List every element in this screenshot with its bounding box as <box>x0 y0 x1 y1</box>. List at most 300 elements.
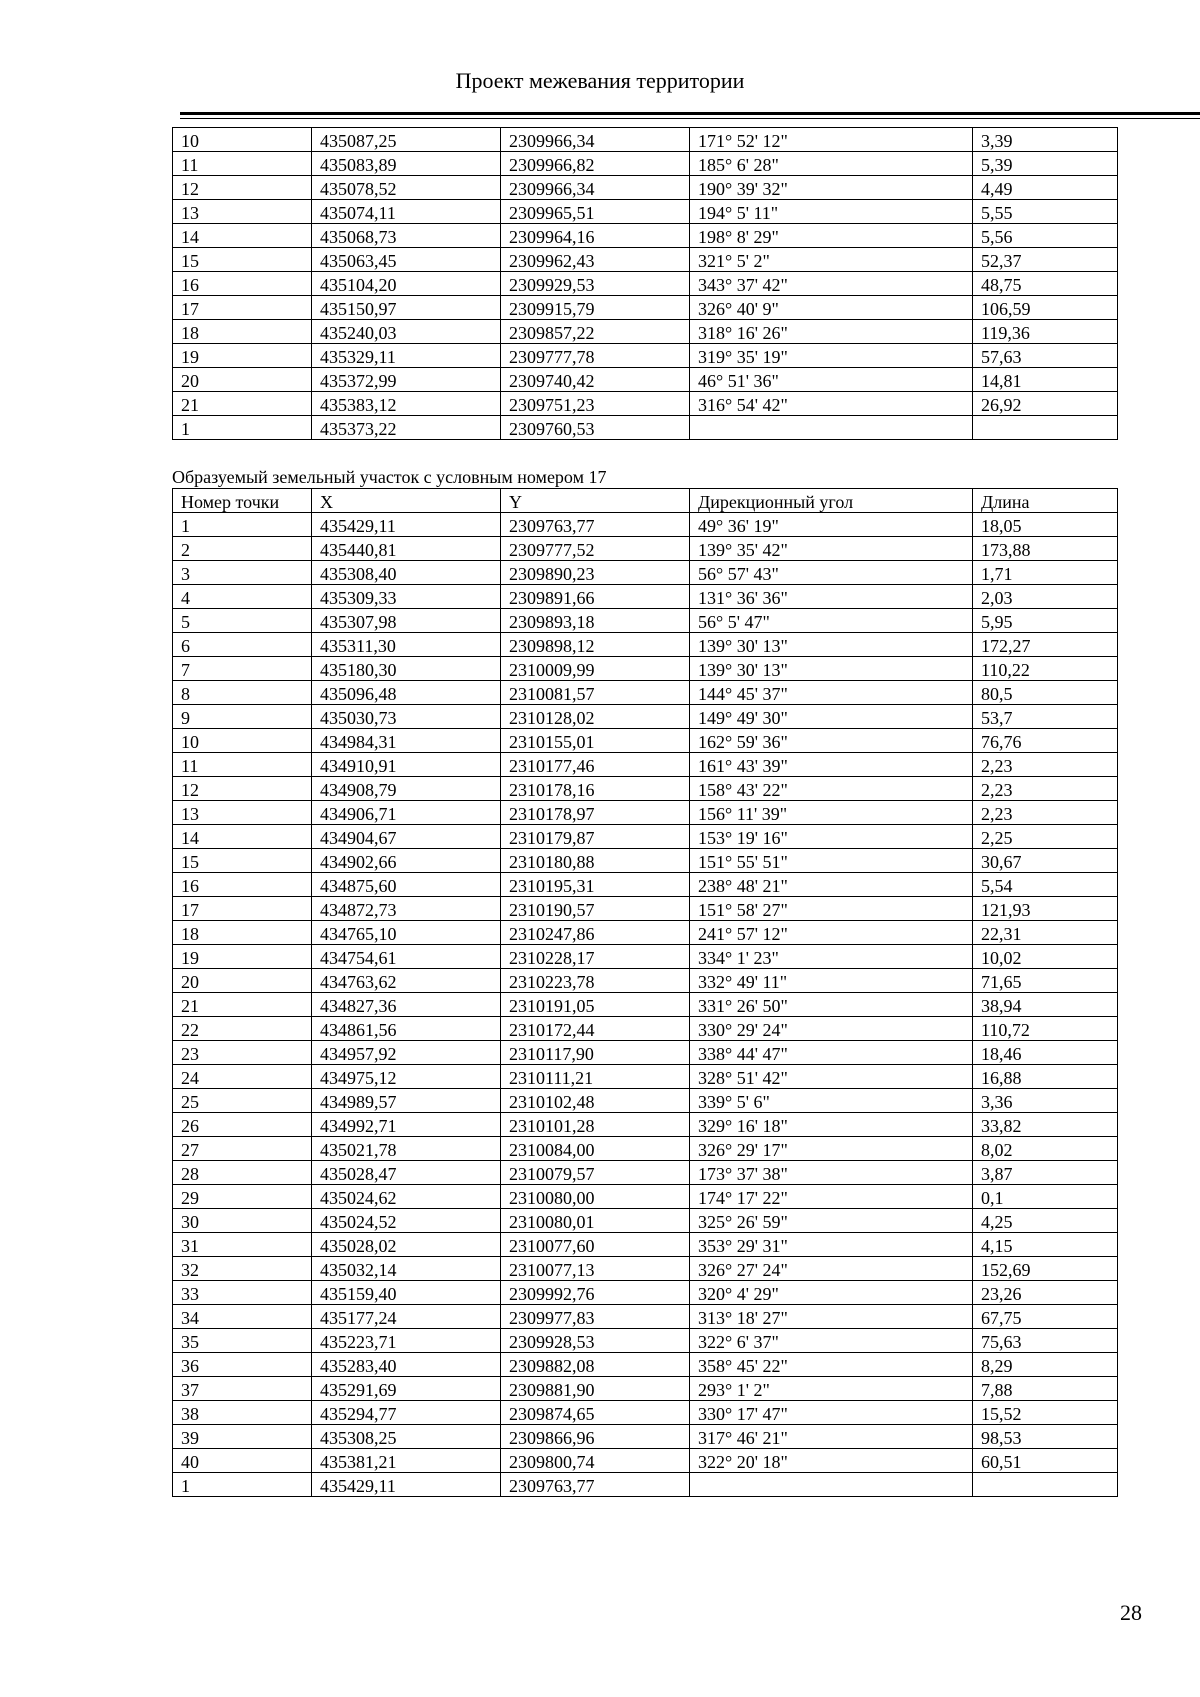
cell-y: 2309881,90 <box>501 1377 690 1401</box>
cell-length: 173,88 <box>973 537 1118 561</box>
cell-y: 2309857,22 <box>501 320 690 344</box>
cell-point-number: 21 <box>173 993 312 1017</box>
cell-point-number: 16 <box>173 272 312 296</box>
cell-y: 2310080,00 <box>501 1185 690 1209</box>
cell-x: 435308,40 <box>312 561 501 585</box>
cell-length: 8,02 <box>973 1137 1118 1161</box>
table-row <box>173 1401 1118 1425</box>
table-row <box>173 320 1118 344</box>
cell-direction-angle: 321° 5' 2" <box>690 248 973 272</box>
cell-x: 434902,66 <box>312 849 501 873</box>
table-row <box>173 1281 1118 1305</box>
header-rule-thick <box>180 112 1200 115</box>
cell-length: 4,15 <box>973 1233 1118 1257</box>
cell-point-number: 26 <box>173 1113 312 1137</box>
cell-y: 2310117,90 <box>501 1041 690 1065</box>
cell-length <box>973 1473 1118 1497</box>
cell-direction-angle: 198° 8' 29" <box>690 224 973 248</box>
cell-length: 3,87 <box>973 1161 1118 1185</box>
cell-point-number: 15 <box>173 849 312 873</box>
cell-y: 2309965,51 <box>501 200 690 224</box>
table-row <box>173 416 1118 440</box>
table-row <box>173 993 1118 1017</box>
cell-y: 2310191,05 <box>501 993 690 1017</box>
cell-length: 16,88 <box>973 1065 1118 1089</box>
cell-x: 434908,79 <box>312 777 501 801</box>
cell-point-number: 34 <box>173 1305 312 1329</box>
table-row <box>173 681 1118 705</box>
cell-length: 57,63 <box>973 344 1118 368</box>
cell-direction-angle: 326° 29' 17" <box>690 1137 973 1161</box>
table-header-row <box>173 489 1118 513</box>
cell-direction-angle: 326° 40' 9" <box>690 296 973 320</box>
cell-direction-angle: 316° 54' 42" <box>690 392 973 416</box>
cell-direction-angle: 318° 16' 26" <box>690 320 973 344</box>
cell-y: 2310177,46 <box>501 753 690 777</box>
table-row <box>173 272 1118 296</box>
cell-x: 435078,52 <box>312 176 501 200</box>
cell-x: 435429,11 <box>312 513 501 537</box>
cell-direction-angle: 322° 6' 37" <box>690 1329 973 1353</box>
cell-direction-angle <box>690 416 973 440</box>
cell-y: 2309928,53 <box>501 1329 690 1353</box>
cell-y: 2309966,34 <box>501 176 690 200</box>
cell-point-number: 6 <box>173 633 312 657</box>
cell-point-number: 31 <box>173 1233 312 1257</box>
table-row <box>173 248 1118 272</box>
cell-y: 2309763,77 <box>501 1473 690 1497</box>
table-row <box>173 1041 1118 1065</box>
cell-y: 2309891,66 <box>501 585 690 609</box>
cell-point-number: 4 <box>173 585 312 609</box>
cell-direction-angle: 174° 17' 22" <box>690 1185 973 1209</box>
cell-length: 2,25 <box>973 825 1118 849</box>
cell-x: 435429,11 <box>312 1473 501 1497</box>
table-row <box>173 921 1118 945</box>
cell-x: 434992,71 <box>312 1113 501 1137</box>
table-row <box>173 1353 1118 1377</box>
cell-direction-angle: 334° 1' 23" <box>690 945 973 969</box>
cell-length: 110,22 <box>973 657 1118 681</box>
table-row <box>173 224 1118 248</box>
cell-length: 60,51 <box>973 1449 1118 1473</box>
table-row <box>173 1425 1118 1449</box>
cell-point-number: 28 <box>173 1161 312 1185</box>
cell-x: 435223,71 <box>312 1329 501 1353</box>
table-row <box>173 1233 1118 1257</box>
cell-point-number: 1 <box>173 513 312 537</box>
table-row <box>173 945 1118 969</box>
table-row <box>173 705 1118 729</box>
cell-y: 2310084,00 <box>501 1137 690 1161</box>
cell-direction-angle: 330° 29' 24" <box>690 1017 973 1041</box>
cell-length: 8,29 <box>973 1353 1118 1377</box>
cell-point-number: 18 <box>173 320 312 344</box>
table-row <box>173 296 1118 320</box>
cell-direction-angle: 185° 6' 28" <box>690 152 973 176</box>
coordinates-table-plot-17-body <box>173 513 1118 1497</box>
cell-length: 5,56 <box>973 224 1118 248</box>
cell-point-number: 35 <box>173 1329 312 1353</box>
cell-x: 435024,52 <box>312 1209 501 1233</box>
cell-length: 18,46 <box>973 1041 1118 1065</box>
cell-y: 2310079,57 <box>501 1161 690 1185</box>
cell-y: 2310178,97 <box>501 801 690 825</box>
table-row <box>173 128 1118 152</box>
cell-point-number: 13 <box>173 200 312 224</box>
cell-direction-angle: 319° 35' 19" <box>690 344 973 368</box>
cell-x: 434989,57 <box>312 1089 501 1113</box>
cell-y: 2310111,21 <box>501 1065 690 1089</box>
cell-y: 2310077,60 <box>501 1233 690 1257</box>
cell-direction-angle: 320° 4' 29" <box>690 1281 973 1305</box>
cell-length: 71,65 <box>973 969 1118 993</box>
cell-length: 152,69 <box>973 1257 1118 1281</box>
cell-x: 434984,31 <box>312 729 501 753</box>
cell-direction-angle: 56° 57' 43" <box>690 561 973 585</box>
cell-x: 434975,12 <box>312 1065 501 1089</box>
cell-x: 435294,77 <box>312 1401 501 1425</box>
cell-point-number: 19 <box>173 945 312 969</box>
cell-direction-angle: 139° 30' 13" <box>690 657 973 681</box>
cell-direction-angle: 293° 1' 2" <box>690 1377 973 1401</box>
cell-length: 30,67 <box>973 849 1118 873</box>
cell-direction-angle: 46° 51' 36" <box>690 368 973 392</box>
table-row <box>173 176 1118 200</box>
cell-length: 26,92 <box>973 392 1118 416</box>
cell-point-number: 2 <box>173 537 312 561</box>
cell-direction-angle: 173° 37' 38" <box>690 1161 973 1185</box>
cell-length: 76,76 <box>973 729 1118 753</box>
cell-direction-angle: 190° 39' 32" <box>690 176 973 200</box>
cell-y: 2309962,43 <box>501 248 690 272</box>
cell-length: 5,54 <box>973 873 1118 897</box>
cell-length: 67,75 <box>973 1305 1118 1329</box>
cell-y: 2309915,79 <box>501 296 690 320</box>
cell-x: 435307,98 <box>312 609 501 633</box>
cell-point-number: 3 <box>173 561 312 585</box>
cell-x: 435063,45 <box>312 248 501 272</box>
cell-x: 434861,56 <box>312 1017 501 1041</box>
cell-x: 434765,10 <box>312 921 501 945</box>
coordinates-table-plot-17 <box>172 488 1118 1497</box>
cell-x: 435177,24 <box>312 1305 501 1329</box>
cell-length: 1,71 <box>973 561 1118 585</box>
cell-y: 2309763,77 <box>501 513 690 537</box>
cell-length: 172,27 <box>973 633 1118 657</box>
cell-y: 2309977,83 <box>501 1305 690 1329</box>
cell-y: 2309882,08 <box>501 1353 690 1377</box>
cell-point-number: 30 <box>173 1209 312 1233</box>
table-row <box>173 897 1118 921</box>
cell-length: 106,59 <box>973 296 1118 320</box>
cell-direction-angle: 131° 36' 36" <box>690 585 973 609</box>
cell-direction-angle: 49° 36' 19" <box>690 513 973 537</box>
cell-x: 435180,30 <box>312 657 501 681</box>
cell-length: 33,82 <box>973 1113 1118 1137</box>
cell-length: 48,75 <box>973 272 1118 296</box>
cell-length: 10,02 <box>973 945 1118 969</box>
cell-x: 435291,69 <box>312 1377 501 1401</box>
cell-direction-angle <box>690 1473 973 1497</box>
cell-y: 2310077,13 <box>501 1257 690 1281</box>
cell-x: 435068,73 <box>312 224 501 248</box>
cell-point-number: 1 <box>173 416 312 440</box>
cell-x: 435373,22 <box>312 416 501 440</box>
cell-direction-angle: 339° 5' 6" <box>690 1089 973 1113</box>
header-direction-angle: Дирекционный угол <box>690 489 973 513</box>
cell-direction-angle: 238° 48' 21" <box>690 873 973 897</box>
header-rule-thin <box>180 118 1200 119</box>
cell-length: 0,1 <box>973 1185 1118 1209</box>
cell-x: 435150,97 <box>312 296 501 320</box>
cell-point-number: 29 <box>173 1185 312 1209</box>
cell-point-number: 17 <box>173 296 312 320</box>
cell-y: 2310190,57 <box>501 897 690 921</box>
table-row <box>173 1185 1118 1209</box>
cell-x: 435030,73 <box>312 705 501 729</box>
cell-x: 435028,47 <box>312 1161 501 1185</box>
cell-point-number: 8 <box>173 681 312 705</box>
cell-length: 3,39 <box>973 128 1118 152</box>
cell-point-number: 27 <box>173 1137 312 1161</box>
cell-x: 434904,67 <box>312 825 501 849</box>
table-row <box>173 633 1118 657</box>
cell-point-number: 10 <box>173 128 312 152</box>
cell-y: 2310172,44 <box>501 1017 690 1041</box>
table-row <box>173 392 1118 416</box>
cell-direction-angle: 358° 45' 22" <box>690 1353 973 1377</box>
table-row <box>173 657 1118 681</box>
cell-x: 435309,33 <box>312 585 501 609</box>
table-row <box>173 1017 1118 1041</box>
cell-direction-angle: 322° 20' 18" <box>690 1449 973 1473</box>
cell-y: 2309966,34 <box>501 128 690 152</box>
cell-direction-angle: 139° 35' 42" <box>690 537 973 561</box>
cell-y: 2309964,16 <box>501 224 690 248</box>
cell-point-number: 5 <box>173 609 312 633</box>
cell-direction-angle: 56° 5' 47" <box>690 609 973 633</box>
cell-x: 435083,89 <box>312 152 501 176</box>
cell-length <box>973 416 1118 440</box>
header-x: X <box>312 489 501 513</box>
cell-point-number: 16 <box>173 873 312 897</box>
cell-point-number: 24 <box>173 1065 312 1089</box>
cell-direction-angle: 156° 11' 39" <box>690 801 973 825</box>
cell-x: 435283,40 <box>312 1353 501 1377</box>
cell-point-number: 9 <box>173 705 312 729</box>
cell-direction-angle: 338° 44' 47" <box>690 1041 973 1065</box>
cell-length: 80,5 <box>973 681 1118 705</box>
cell-direction-angle: 149° 49' 30" <box>690 705 973 729</box>
table-row <box>173 513 1118 537</box>
cell-x: 435372,99 <box>312 368 501 392</box>
table-row <box>173 1305 1118 1329</box>
cell-y: 2310178,16 <box>501 777 690 801</box>
table-row <box>173 1209 1118 1233</box>
table-row <box>173 1473 1118 1497</box>
cell-y: 2310155,01 <box>501 729 690 753</box>
cell-x: 435329,11 <box>312 344 501 368</box>
cell-length: 53,7 <box>973 705 1118 729</box>
page-number: 28 <box>1120 1600 1142 1625</box>
cell-x: 435096,48 <box>312 681 501 705</box>
cell-point-number: 15 <box>173 248 312 272</box>
cell-direction-angle: 151° 55' 51" <box>690 849 973 873</box>
page-header-title: Проект межевания территории <box>455 68 745 93</box>
cell-length: 23,26 <box>973 1281 1118 1305</box>
table-row <box>173 344 1118 368</box>
cell-direction-angle: 313° 18' 27" <box>690 1305 973 1329</box>
cell-x: 434875,60 <box>312 873 501 897</box>
cell-y: 2310081,57 <box>501 681 690 705</box>
cell-x: 435308,25 <box>312 1425 501 1449</box>
cell-point-number: 10 <box>173 729 312 753</box>
cell-point-number: 40 <box>173 1449 312 1473</box>
cell-length: 3,36 <box>973 1089 1118 1113</box>
table-row <box>173 368 1118 392</box>
cell-point-number: 18 <box>173 921 312 945</box>
table-row <box>173 537 1118 561</box>
cell-x: 435074,11 <box>312 200 501 224</box>
cell-y: 2309890,23 <box>501 561 690 585</box>
cell-y: 2310179,87 <box>501 825 690 849</box>
cell-length: 119,36 <box>973 320 1118 344</box>
cell-x: 435381,21 <box>312 1449 501 1473</box>
cell-point-number: 25 <box>173 1089 312 1113</box>
cell-direction-angle: 328° 51' 42" <box>690 1065 973 1089</box>
cell-y: 2309777,52 <box>501 537 690 561</box>
cell-direction-angle: 139° 30' 13" <box>690 633 973 657</box>
cell-length: 121,93 <box>973 897 1118 921</box>
cell-direction-angle: 325° 26' 59" <box>690 1209 973 1233</box>
table-row <box>173 969 1118 993</box>
table-row <box>173 1137 1118 1161</box>
cell-y: 2309751,23 <box>501 392 690 416</box>
cell-length: 5,39 <box>973 152 1118 176</box>
cell-point-number: 13 <box>173 801 312 825</box>
cell-direction-angle: 343° 37' 42" <box>690 272 973 296</box>
cell-y: 2310009,99 <box>501 657 690 681</box>
cell-x: 435440,81 <box>312 537 501 561</box>
cell-length: 52,37 <box>973 248 1118 272</box>
cell-x: 435087,25 <box>312 128 501 152</box>
cell-length: 2,23 <box>973 801 1118 825</box>
cell-length: 98,53 <box>973 1425 1118 1449</box>
cell-length: 22,31 <box>973 921 1118 945</box>
cell-point-number: 12 <box>173 777 312 801</box>
cell-direction-angle: 317° 46' 21" <box>690 1425 973 1449</box>
cell-x: 435021,78 <box>312 1137 501 1161</box>
cell-x: 434754,61 <box>312 945 501 969</box>
coordinates-table-continued-body <box>173 128 1118 440</box>
table-row <box>173 200 1118 224</box>
cell-x: 435383,12 <box>312 392 501 416</box>
cell-point-number: 22 <box>173 1017 312 1041</box>
cell-length: 4,25 <box>973 1209 1118 1233</box>
table-row <box>173 609 1118 633</box>
cell-y: 2309992,76 <box>501 1281 690 1305</box>
cell-point-number: 37 <box>173 1377 312 1401</box>
cell-x: 435028,02 <box>312 1233 501 1257</box>
cell-y: 2309929,53 <box>501 272 690 296</box>
table-row <box>173 1449 1118 1473</box>
cell-direction-angle: 162° 59' 36" <box>690 729 973 753</box>
cell-length: 15,52 <box>973 1401 1118 1425</box>
cell-point-number: 33 <box>173 1281 312 1305</box>
table-row <box>173 1089 1118 1113</box>
cell-direction-angle: 326° 27' 24" <box>690 1257 973 1281</box>
cell-direction-angle: 331° 26' 50" <box>690 993 973 1017</box>
cell-point-number: 12 <box>173 176 312 200</box>
table-row <box>173 585 1118 609</box>
table-row <box>173 729 1118 753</box>
table-caption: Образуемый земельный участок с условным номером 17 <box>172 467 607 487</box>
table-row <box>173 152 1118 176</box>
cell-y: 2310101,28 <box>501 1113 690 1137</box>
cell-point-number: 36 <box>173 1353 312 1377</box>
table-row <box>173 825 1118 849</box>
cell-point-number: 20 <box>173 368 312 392</box>
cell-x: 435159,40 <box>312 1281 501 1305</box>
cell-x: 435104,20 <box>312 272 501 296</box>
cell-y: 2309898,12 <box>501 633 690 657</box>
table-row <box>173 777 1118 801</box>
cell-y: 2309866,96 <box>501 1425 690 1449</box>
cell-direction-angle: 330° 17' 47" <box>690 1401 973 1425</box>
cell-point-number: 21 <box>173 392 312 416</box>
cell-length: 75,63 <box>973 1329 1118 1353</box>
cell-length: 4,49 <box>973 176 1118 200</box>
cell-x: 434827,36 <box>312 993 501 1017</box>
cell-y: 2309966,82 <box>501 152 690 176</box>
cell-y: 2309893,18 <box>501 609 690 633</box>
header-y: Y <box>501 489 690 513</box>
header-point-number: Номер точки <box>173 489 312 513</box>
cell-length: 2,03 <box>973 585 1118 609</box>
table-row <box>173 561 1118 585</box>
cell-point-number: 14 <box>173 825 312 849</box>
cell-length: 7,88 <box>973 1377 1118 1401</box>
cell-direction-angle: 158° 43' 22" <box>690 777 973 801</box>
cell-length: 38,94 <box>973 993 1118 1017</box>
cell-x: 435311,30 <box>312 633 501 657</box>
cell-y: 2310228,17 <box>501 945 690 969</box>
table-row <box>173 1377 1118 1401</box>
cell-y: 2309777,78 <box>501 344 690 368</box>
cell-point-number: 17 <box>173 897 312 921</box>
cell-length: 14,81 <box>973 368 1118 392</box>
cell-x: 435032,14 <box>312 1257 501 1281</box>
cell-point-number: 11 <box>173 753 312 777</box>
cell-y: 2310195,31 <box>501 873 690 897</box>
cell-point-number: 23 <box>173 1041 312 1065</box>
table-row <box>173 801 1118 825</box>
cell-y: 2310080,01 <box>501 1209 690 1233</box>
cell-point-number: 38 <box>173 1401 312 1425</box>
table-row <box>173 1113 1118 1137</box>
cell-x: 434763,62 <box>312 969 501 993</box>
coordinates-table-continued <box>172 127 1118 440</box>
cell-length: 2,23 <box>973 777 1118 801</box>
cell-y: 2309800,74 <box>501 1449 690 1473</box>
cell-point-number: 39 <box>173 1425 312 1449</box>
cell-direction-angle: 151° 58' 27" <box>690 897 973 921</box>
cell-point-number: 1 <box>173 1473 312 1497</box>
cell-length: 110,72 <box>973 1017 1118 1041</box>
cell-y: 2310102,48 <box>501 1089 690 1113</box>
cell-direction-angle: 194° 5' 11" <box>690 200 973 224</box>
